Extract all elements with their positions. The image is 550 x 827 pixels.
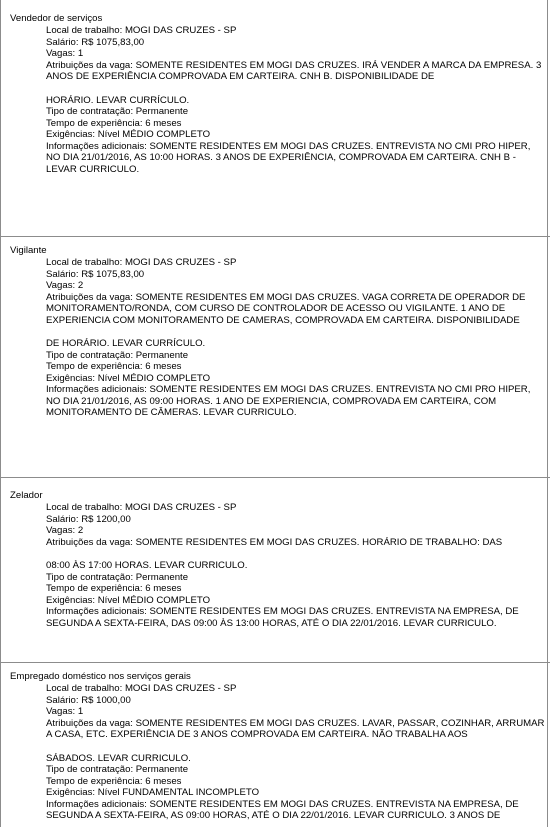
job-contract-type: Tipo de contratação: Permanente	[46, 106, 189, 117]
job-card	[0, 478, 548, 662]
job-openings: Vagas: 2	[46, 280, 84, 291]
job-location: Local de trabalho: MOGI DAS CRUZES - SP	[46, 683, 237, 694]
job-experience: Tempo de experiência: 6 meses	[46, 361, 182, 372]
job-requirements: Exigências: Nível MÉDIO COMPLETO	[46, 129, 211, 140]
job-contract-type: Tipo de contratação: Permanente	[46, 571, 189, 583]
job-additional-info: Informações adicionais: SOMENTE RESIDENTES EM MOGI DAS CRUZES. ENTREVISTA NA EMPRESA, DE SEGUNDA A SEXTA-FEIRA, DAS 09:00 ÀS 13:00 HORAS, ATÉ O DIA 22/01/2016. LEVAR CURRICULO.	[46, 606, 519, 629]
job-location: Local de trabalho: MOGI DAS CRUZES - SP	[46, 25, 237, 36]
job-duties-continued: DE HORÁRIO. LEVAR CURRÍCULO.	[46, 338, 206, 349]
job-details	[46, 257, 546, 419]
job-duties: Atribuições da vaga: SOMENTE RESIDENTES EM MOGI DAS CRUZES. IRÁ VENDER A MARCA DA EMPRESA. 3 ANOS DE EXPERIÊNCIA COMPROVADA EM CARTEIRA. CNH B. DISPONIBILIDADE DE	[46, 59, 542, 82]
job-salary: Salário: R$ 1200,00	[46, 513, 131, 525]
job-contract-type: Tipo de contratação: Permanente	[46, 764, 189, 775]
job-title: Empregado doméstico nos serviços gerais	[10, 671, 191, 682]
job-additional-info: Informações adicionais: SOMENTE RESIDENTES EM MOGI DAS CRUZES. ENTREVISTA NO CMI PRO HIPER, NO DIA 21/01/2016, AS 10:00 HORAS. 3 ANOS DE EXPERIÊNCIA, COMPROVADA EM CARTEIRA. CNH B - LEVAR CURRICULO.	[46, 140, 531, 175]
job-details	[46, 502, 546, 629]
job-card	[0, 663, 548, 827]
job-title: Vigilante	[10, 245, 47, 256]
job-requirements: Exigências: Nível MÉDIO COMPLETO	[46, 594, 211, 606]
job-salary: Salário: R$ 1075,83,00	[46, 268, 145, 280]
job-duties-continued: 08:00 ÀS 17:00 HORAS. LEVAR CURRICULO.	[46, 560, 248, 571]
job-openings: Vagas: 1	[46, 706, 84, 717]
job-duties: Atribuições da vaga: SOMENTE RESIDENTES EM MOGI DAS CRUZES. VAGA CORRETA DE OPERADOR DE MONITORAMENTO/RONDA, COM CURSO DE CONTROLADOR DE ACESSO OU VIGILANTE. 1 ANO DE EXPERIENCIA COM MONITORAMENTO DE CAMERAS, COMPROVADA EM CARTEIRA. DISPONIBILIDADE	[46, 291, 526, 326]
job-requirements: Exigências: Nível FUNDAMENTAL INCOMPLETO	[46, 787, 260, 798]
job-title: Zelador	[10, 490, 43, 501]
job-additional-info: Informações adicionais: SOMENTE RESIDENTES EM MOGI DAS CRUZES. ENTREVISTA NA EMPRESA, DE SEGUNDA A SEXTA-FEIRA, AS 09:00 HORAS, ATÉ O DIA 22/01/2016. LEVAR CURRICULO. 3 ANOS DE	[46, 798, 519, 821]
job-card	[0, 0, 548, 236]
job-salary: Salário: R$ 1000,00	[46, 694, 131, 706]
job-additional-info: Informações adicionais: SOMENTE RESIDENTES EM MOGI DAS CRUZES. ENTREVISTA NO CMI PRO HIPER, NO DIA 21/01/2016, AS 09:00 HORAS. 1 ANO DE EXPERIENCIA, COMPROVADA EM CARTEIRA, COM MONITORAMENTO DE CÂMERAS. LEVAR CURRICULO.	[46, 384, 531, 418]
job-experience: Tempo de experiência: 6 meses	[46, 117, 182, 129]
job-experience: Tempo de experiência: 6 meses	[46, 775, 182, 787]
job-openings: Vagas: 1	[46, 48, 84, 59]
job-card	[0, 237, 548, 477]
job-duties-continued: HORÁRIO. LEVAR CURRÍCULO.	[46, 94, 190, 106]
job-salary: Salário: R$ 1075,83,00	[46, 36, 145, 48]
job-title: Vendedor de serviços	[10, 13, 103, 24]
job-contract-type: Tipo de contratação: Permanente	[46, 349, 189, 361]
job-location: Local de trabalho: MOGI DAS CRUZES - SP	[46, 257, 237, 268]
job-duties: Atribuições da vaga: SOMENTE RESIDENTES EM MOGI DAS CRUZES. HORÁRIO DE TRABALHO: DAS	[46, 536, 503, 548]
job-duties: Atribuições da vaga: SOMENTE RESIDENTES EM MOGI DAS CRUZES. LAVAR, PASSAR, COZINHAR, ARRUMAR A CASA, ETC. EXPERIÊNCIA DE 3 ANOS COMPROVADA EM CARTEIRA. NÃO TRABALHA AOS	[46, 717, 545, 740]
job-duties-continued: SÁBADOS. LEVAR CURRICULO.	[46, 752, 191, 764]
job-requirements: Exigências: Nível MÉDIO COMPLETO	[46, 372, 211, 384]
job-location: Local de trabalho: MOGI DAS CRUZES - SP	[46, 502, 237, 513]
job-details	[46, 683, 546, 822]
job-details	[46, 25, 546, 175]
job-experience: Tempo de experiência: 6 meses	[46, 583, 182, 594]
job-openings: Vagas: 2	[46, 525, 84, 536]
